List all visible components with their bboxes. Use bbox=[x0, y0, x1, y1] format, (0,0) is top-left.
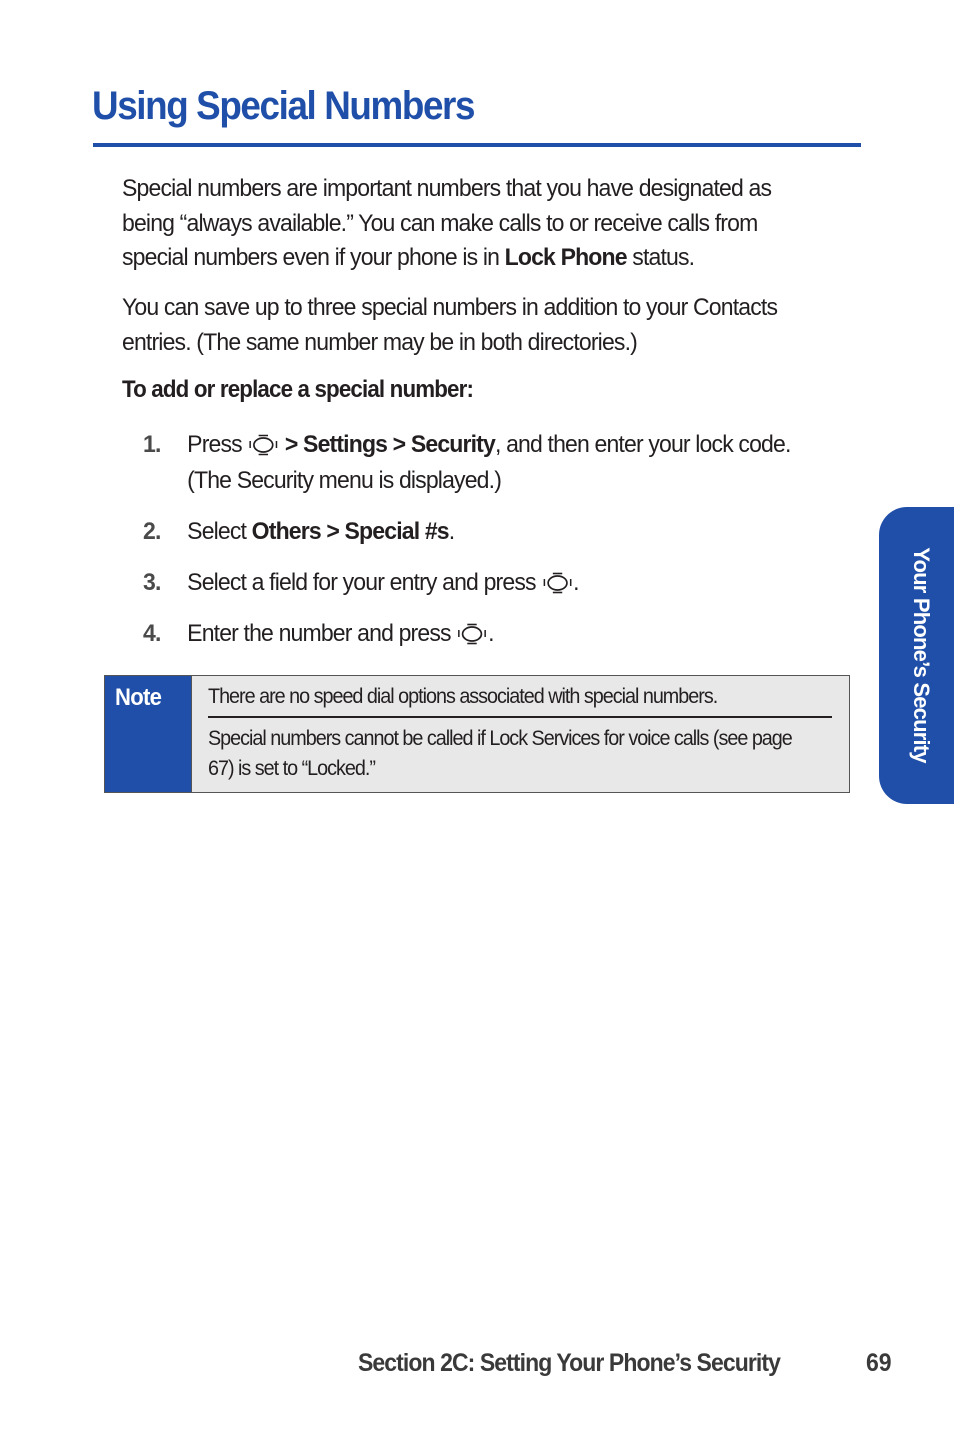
footer-section-title: Section 2C: Setting Your Phone’s Security bbox=[358, 1349, 780, 1377]
step-text-part: Press bbox=[187, 431, 248, 458]
intro-paragraph bbox=[122, 172, 818, 276]
settings-security-path: > Settings > Security bbox=[279, 431, 495, 458]
note-line-1: There are no speed dial options associated with special numbers. bbox=[208, 684, 718, 708]
menu-ok-key-icon bbox=[541, 572, 573, 594]
menu-ok-key-icon bbox=[456, 623, 488, 645]
capacity-paragraph: You can save up to three special numbers in addition to your Contacts entries. (The same number may be in both directories.) bbox=[122, 294, 778, 356]
step-text bbox=[187, 565, 798, 601]
note-divider bbox=[208, 716, 832, 718]
page-title: Using Special Numbers bbox=[92, 84, 475, 128]
step-text-part: . bbox=[448, 518, 455, 545]
step-text-part: Select bbox=[187, 518, 252, 545]
step-text-part: Enter the number and press bbox=[187, 620, 457, 647]
step-text-part: , and then enter your lock code. (The Security menu is displayed.) bbox=[187, 431, 791, 494]
note-label-column bbox=[105, 676, 192, 792]
note-box bbox=[104, 675, 850, 793]
step-text-part: Select a field for your entry and press bbox=[187, 569, 542, 596]
intro-text-end: status. bbox=[626, 244, 695, 271]
step-number: 1. bbox=[143, 431, 161, 458]
menu-ok-key-icon bbox=[247, 434, 279, 456]
lock-phone-term: Lock Phone bbox=[504, 244, 627, 271]
note-label: Note bbox=[115, 684, 162, 711]
intro-text: Special numbers are important numbers that you have designated as being “always available.” You can make calls to or receive calls from special numbers even if your phone is in bbox=[122, 175, 772, 271]
title-rule bbox=[93, 143, 861, 147]
procedure-heading: To add or replace a special number: bbox=[122, 376, 474, 403]
page-number: 69 bbox=[866, 1349, 892, 1377]
others-special-path: Others > Special #s bbox=[251, 518, 449, 545]
step-number: 4. bbox=[143, 620, 161, 647]
section-side-tab bbox=[879, 507, 954, 804]
step-text-part: . bbox=[573, 569, 579, 596]
step-number: 3. bbox=[143, 569, 161, 596]
step-text bbox=[187, 616, 798, 652]
step-text bbox=[187, 514, 798, 550]
step-number: 2. bbox=[143, 518, 161, 545]
note-line-2: Special numbers cannot be called if Lock Services for voice calls (see page 67) is set to “Locked.” bbox=[208, 726, 792, 780]
step-text bbox=[187, 427, 798, 499]
side-tab-label: Your Phone’s Security bbox=[909, 547, 934, 763]
step-text-part: . bbox=[488, 620, 494, 647]
